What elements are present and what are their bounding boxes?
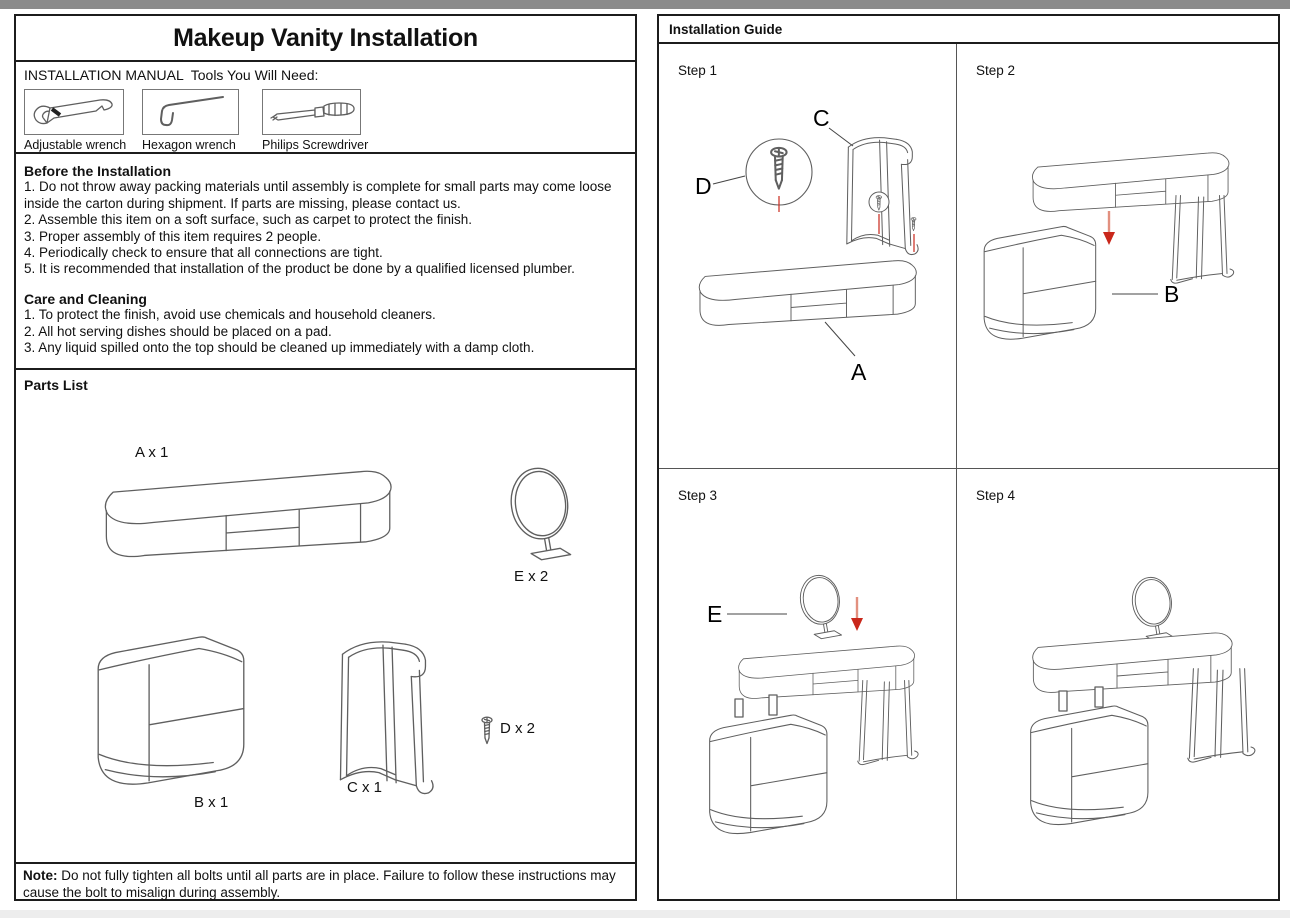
step-2-callout-b: B xyxy=(1164,281,1180,307)
scan-top-edge xyxy=(0,0,1290,9)
step-3-callout-e: E xyxy=(707,601,723,627)
scan-bottom-edge xyxy=(0,910,1290,918)
philips-screwdriver-icon xyxy=(267,95,357,129)
step-4-label: Step 4 xyxy=(976,488,1016,503)
note-section xyxy=(16,864,635,901)
note-prefix: Note: xyxy=(23,868,58,883)
parts-list-heading: Parts List xyxy=(24,377,88,393)
manual-page-right xyxy=(657,14,1280,901)
part-a-tabletop-figure xyxy=(78,460,423,572)
installation-guide-header: Installation Guide xyxy=(659,16,1278,44)
tool-adjustable-wrench xyxy=(24,89,126,152)
steps-grid xyxy=(659,44,1278,899)
tool-hexagon-wrench xyxy=(142,89,239,152)
part-b-cabinet-figure xyxy=(84,622,259,790)
step-1-callout-a: A xyxy=(851,359,867,385)
step-2-label: Step 2 xyxy=(976,63,1016,78)
part-label-d: D x 2 xyxy=(500,720,536,737)
care-cleaning-heading: Care and Cleaning xyxy=(24,290,147,307)
tools-section xyxy=(16,62,635,154)
before-item: 5. It is recommended that installation of the product be done by a qualified licensed plumber. xyxy=(24,261,575,277)
before-item: 2. Assemble this item on a soft surface, such as carpet to protect the finish. xyxy=(24,212,472,228)
step-3-cell xyxy=(659,469,957,899)
title-section xyxy=(16,16,635,62)
parts-list-section xyxy=(16,370,635,864)
part-label-e: E x 2 xyxy=(514,568,549,585)
tool-label: Adjustable wrench xyxy=(24,138,127,152)
page-title: Makeup Vanity Installation xyxy=(173,23,478,52)
step-2-diagram xyxy=(962,99,1274,371)
step-1-callout-d: D xyxy=(695,173,712,199)
care-item: 1. To protect the finish, avoid use chemicals and household cleaners. xyxy=(24,307,436,323)
part-label-a: A x 1 xyxy=(135,444,169,461)
step-4-diagram xyxy=(959,509,1277,881)
care-item: 3. Any liquid spilled onto the top should be cleaned up immediately with a damp cloth. xyxy=(24,340,535,356)
step-3-diagram xyxy=(663,519,953,881)
step-4-cell xyxy=(957,469,1278,899)
step-1-callout-c: C xyxy=(813,105,830,131)
manual-page-left xyxy=(14,14,637,901)
part-e-mirror-figure xyxy=(502,462,580,566)
tool-label: Hexagon wrench xyxy=(142,138,236,152)
tools-heading: INSTALLATION MANUAL Tools You Will Need: xyxy=(24,67,319,83)
before-installation-heading: Before the Installation xyxy=(24,163,172,179)
tool-philips-screwdriver xyxy=(262,89,368,152)
step-1-label: Step 1 xyxy=(678,63,718,78)
tool-box xyxy=(262,89,361,135)
step-2-cell xyxy=(957,44,1278,469)
part-label-b: B x 1 xyxy=(194,794,229,811)
before-item: 4. Periodically check to ensure that all connections are tight. xyxy=(24,245,383,261)
part-d-screw-figure xyxy=(480,716,494,746)
tool-label: Philips Screwdriver xyxy=(262,138,369,152)
hexagon-wrench-icon xyxy=(148,93,233,131)
tool-box xyxy=(24,89,124,135)
tool-box xyxy=(142,89,239,135)
care-item: 2. All hot serving dishes should be placed on a pad. xyxy=(24,323,332,339)
step-1-cell xyxy=(659,44,957,469)
note-text: Do not fully tighten all bolts until all parts are in place. Failure to follow these instructions may cause the bolt to misalign during assembly. xyxy=(23,868,616,900)
before-item: 3. Proper assembly of this item requires 2 people. xyxy=(24,228,322,244)
part-label-c: C x 1 xyxy=(347,779,383,796)
step-1-diagram xyxy=(667,84,949,416)
pre-installation-section xyxy=(16,154,635,370)
before-item: 1. Do not throw away packing materials until assembly is complete for small parts may come loose inside the carton during shipment. If parts are missing, please contact us. xyxy=(24,179,612,211)
step-3-label: Step 3 xyxy=(678,488,718,503)
adjustable-wrench-icon xyxy=(30,94,118,130)
